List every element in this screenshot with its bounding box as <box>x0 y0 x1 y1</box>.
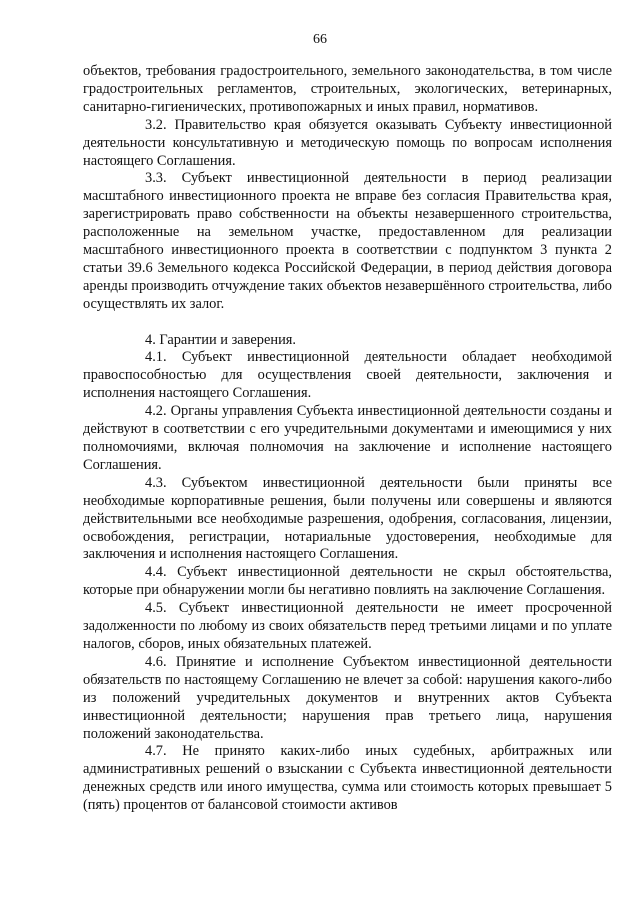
paragraph-3-2: 3.2. Правительство края обязуется оказывать Субъекту инвестиционной деятельности консультативную и методическую помощь по вопросам исполнения настоящего Соглашения. <box>83 116 612 169</box>
paragraph-4-7: 4.7. Не принято каких-либо иных судебных, арбитражных или административных решений о взыскании с Субъекта инвестиционной деятельности денежных средств или иного имущества, сумма или стоимость которых превышает 5 (пять) процентов от балансовой стоимости активов <box>83 743 612 814</box>
section-heading-4: 4. Гарантии и заверения. <box>145 331 296 348</box>
paragraph-4-2: 4.2. Органы управления Субъекта инвестиционной деятельности созданы и действуют в соответствии с его учредительными документами и имеющимися у них полномочиями, включая полномочия на заключение и исполнение настоящего Соглашения. <box>83 403 612 473</box>
paragraph-3-3: 3.3. Субъект инвестиционной деятельности в период реализации масштабного инвестиционного проекта не вправе без согласия Правительства края, зарегистрировать право собственности на объекты незавершенного строительства, расположенные на земельном участке, предоставленном для реализации масштабного инвестиционного проекта в соответствии с подпунктом 3 пункта 2 статьи 39.6 Земельного кодекса Российской Федерации, в период действия договора аренды производить отчуждение таких объектов незавершённого строительства, либо осуществлять их залог. <box>83 170 612 312</box>
paragraph-4-6: 4.6. Принятие и исполнение Субъектом инвестиционной деятельности обязательств по настоящему Соглашению не влечет за собой: нарушения какого-либо из положений учредительных документов и внутренних актов Субъекта инвестиционной деятельности; нарушения прав третьего лица, нарушения положений законодательства. <box>83 653 612 742</box>
paragraph-4-5: 4.5. Субъект инвестиционной деятельности не имеет просроченной задолженности по любому из своих обязательств перед третьими лицами и по уплате налогов, сборов, иных обязательных платежей. <box>83 600 612 652</box>
paragraph-4-4: 4.4. Субъект инвестиционной деятельности не скрыл обстоятельства, которые при обнаружении могли бы негативно повлиять на заключение Соглашения. <box>83 564 612 599</box>
document-body <box>83 63 612 815</box>
paragraph-4-1: 4.1. Субъект инвестиционной деятельности обладает необходимой правоспособностью для осуществления своей деятельности, заключения и исполнения настоящего Соглашения. <box>83 349 612 402</box>
paragraph-continuation: объектов, требования градостроительного, земельного законодательства, в том числе градостроительных регламентов, строительных, экологических, ветеринарных, санитарно-гигиенических, противопожарных и иных правил, нормативов. <box>83 63 612 115</box>
page-number: 66 <box>313 32 327 47</box>
paragraph-4-3: 4.3. Субъектом инвестиционной деятельности были приняты все необходимые корпоративные решения, были получены или совершены и являются действительными все необходимые разрешения, одобрения, согласования, лицензии, освобождения, регистрации, нотариальные удостоверения, необходимые для заключения и исполнения настоящего Соглашения. <box>83 474 612 563</box>
